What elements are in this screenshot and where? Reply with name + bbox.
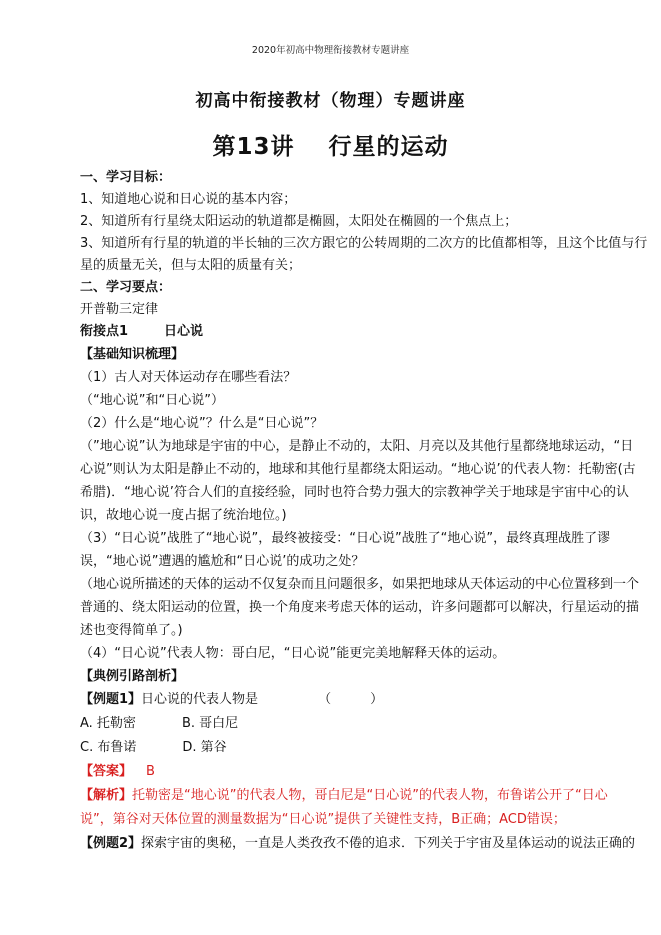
analysis-line-1 [80, 786, 608, 806]
example-2-text: 探索宇宙的奥秘，一直是人类孜孜不倦的追求．下列关于宇宙及星体运动的说法正确的 [141, 836, 636, 851]
example-2-question [80, 834, 636, 854]
question-3-line-1: （3）“日心说”战胜了“地心说”，最终被接受：“日心说”战胜了“地心说”，最终真理战胜了谬 [80, 531, 611, 546]
option-c: C. 布鲁诺 [80, 740, 137, 755]
answer-2-line-3: 希腊)．“地心说’符合人们的直接经验，同时也符合势力强大的宗教神学关于地球是宇宙中心的认 [80, 485, 629, 500]
lecture-number: 第13讲 [212, 134, 295, 160]
goal-item-1: 1、知道地心说和日心说的基本内容； [80, 192, 297, 207]
analysis-text-1: 托勒密是“地心说”的代表人物，哥白尼是“日心说”的代表人物，布鲁诺公开了“日心 [132, 788, 608, 803]
example-1-options-row-2 [80, 738, 600, 758]
goal-item-2: 2、知道所有行星绕太阳运动的轨道都是椭圆，太阳处在椭圆的一个焦点上； [80, 214, 518, 229]
answer-2-line-4: 识，故地心说一度占据了统治地位。) [80, 508, 287, 523]
question-4: （4）“日心说”代表人物：哥白尼，“日心说”能更完美地解释天体的运动。 [80, 646, 506, 661]
answer-2-line-1: （”地心说”认为地球是宇宙的中心，是静止不动的，太阳、月亮以及其他行星都绕地球运动，“日 [80, 439, 634, 454]
answer-1: （“地心说”和“日心说”） [80, 393, 224, 408]
example-1-text: 日心说的代表人物是 [141, 692, 259, 707]
question-3-line-2: 误，“地心说”遭遇的尴尬和“日心说’的成功之处？ [80, 554, 365, 569]
option-a: A. 托勒密 [80, 716, 136, 731]
basic-knowledge-heading: 【基础知识梳理】 [80, 347, 185, 362]
answer-3-line-2: 普通的、绕太阳运动的位置，换一个角度来考虑天体的运动，许多问题都可以解决，行星运动的描 [80, 600, 640, 615]
question-1: （1）古人对天体运动存在哪些看法？ [80, 370, 297, 385]
page-header: 2020年初高中物理衔接教材专题讲座 [251, 45, 410, 56]
answer-value: B [146, 764, 155, 779]
answer-3-line-1: （地心说所描述的天体的运动不仅复杂而且问题很多，如果把地球从天体运动的中心位置移到一个 [80, 577, 640, 592]
answer-2-line-2: 心说”则认为太阳是静止不动的，地球和其他行星都绕太阳运动。“地心说’的代表人物：托勒密(古 [80, 462, 636, 477]
analysis-line-2: 说”，第谷对天体位置的测量数据为“日心说”提供了关键性支持，B正确；ACD错误； [80, 812, 566, 827]
option-d: D. 第谷 [182, 740, 227, 755]
option-b: B. 哥白尼 [181, 716, 239, 731]
example-heading: 【典例引路剖析】 [80, 669, 185, 684]
link-point-heading [80, 322, 600, 342]
answer-row [80, 762, 600, 782]
example-1-paren: （ ） [318, 692, 384, 707]
link-point-name: 日心说 [164, 324, 204, 339]
answer-label: 【答案】 [80, 764, 133, 779]
lecture-name: 行星的运动 [328, 134, 449, 160]
section-heading-keypoints: 二、学习要点： [80, 280, 172, 295]
example-1-options-row-1 [80, 714, 600, 734]
section-heading-goals: 一、学习目标： [80, 170, 172, 185]
question-2: （2）什么是“地心说”？什么是“日心说”？ [80, 416, 324, 431]
goal-item-3-line-2: 星的质量无关，但与太阳的质量有关； [80, 258, 302, 273]
lecture-title [0, 128, 661, 161]
example-2-label: 【例题2】 [80, 836, 142, 851]
keypoint-text: 开普勒三定律 [80, 302, 159, 317]
analysis-label: 【解析】 [80, 788, 133, 803]
example-1-label: 【例题1】 [80, 692, 142, 707]
answer-3-line-3: 述也变得简单了。) [80, 623, 183, 638]
link-point-number: 衔接点1 [80, 324, 129, 339]
goal-item-3-line-1: 3、知道所有行星的轨道的半长轴的三次方跟它的公转周期的二次方的比值都相等，且这个比值与行 [80, 236, 648, 251]
document-title: 初高中衔接教材（物理）专题讲座 [195, 91, 466, 111]
example-1-question [80, 690, 600, 710]
